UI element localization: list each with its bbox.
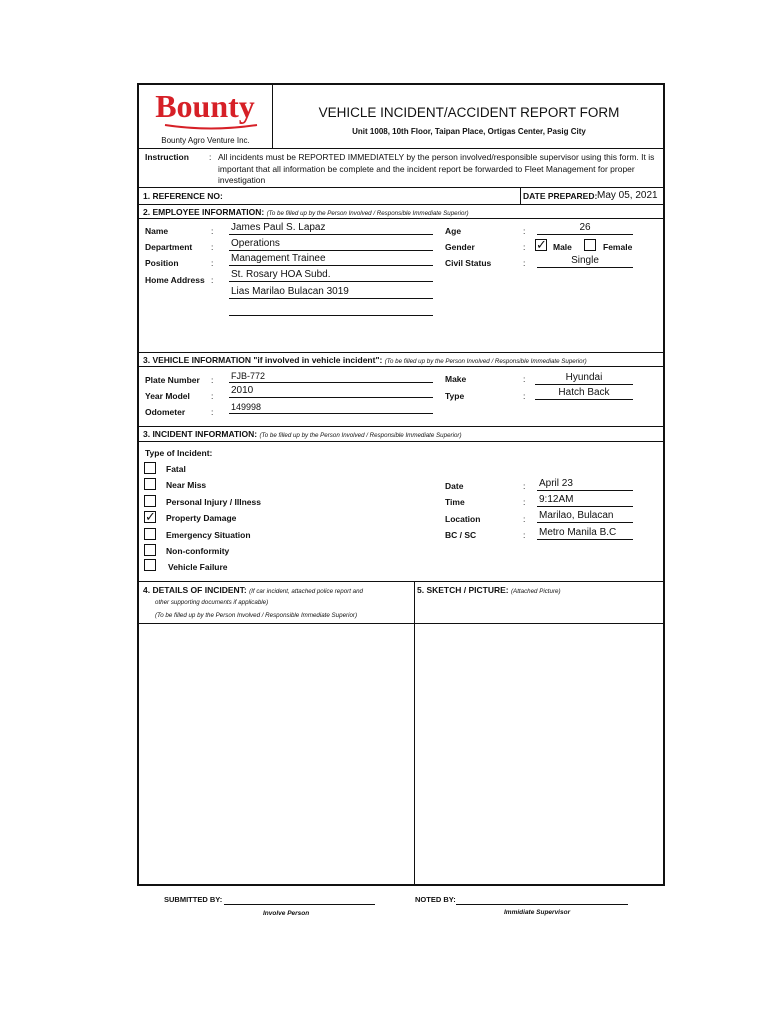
colon: :: [211, 258, 214, 268]
colon: :: [211, 226, 214, 236]
age-label: Age: [445, 226, 462, 236]
colon: :: [523, 497, 526, 507]
details-note-line3: (To be filled up by the Person Involved / Responsible Immediate Superior): [155, 612, 358, 619]
colon: :: [523, 530, 526, 540]
rule: [139, 623, 663, 624]
noted-by-label: NOTED BY:: [415, 895, 456, 904]
submitted-by-caption: Involve Person: [263, 910, 310, 917]
instruction-label: Instruction: [145, 152, 189, 162]
employee-section-title: 2. EMPLOYEE INFORMATION: (To be filled up by the Person Involved / Responsible Immediate Superior): [143, 207, 469, 217]
rule: [139, 441, 663, 442]
instruction-colon: :: [209, 152, 212, 162]
report-form: [137, 83, 665, 886]
gender-female-checkbox[interactable]: [584, 239, 596, 251]
colon: :: [523, 514, 526, 524]
sketch-section-title: 5. SKETCH / PICTURE: (Attached Picture): [417, 585, 561, 595]
rule: [414, 581, 415, 886]
incident-type-label: Fatal: [166, 464, 186, 474]
sketch-area[interactable]: [417, 625, 663, 883]
colon: :: [523, 242, 526, 252]
incident-type-checkbox-emergency[interactable]: [144, 528, 156, 540]
date-prepared-value[interactable]: May 05, 2021: [597, 190, 658, 201]
rule: [139, 581, 663, 582]
plate-number-label: Plate Number: [145, 375, 200, 385]
year-model-field[interactable]: 2010: [229, 385, 433, 398]
noted-by-caption: Immidiate Supervisor: [504, 909, 571, 916]
home-address-label: Home Address: [145, 275, 205, 285]
rule: [139, 204, 663, 205]
rule: [520, 187, 521, 204]
rule: [139, 426, 663, 427]
colon: :: [523, 391, 526, 401]
department-field[interactable]: Operations: [229, 238, 433, 251]
colon: :: [211, 375, 214, 385]
incident-type-checkbox-personal-injury[interactable]: [144, 495, 156, 507]
type-label: Type: [445, 391, 465, 401]
rule: [139, 366, 663, 367]
position-label: Position: [145, 258, 179, 268]
instruction-text: All incidents must be REPORTED IMMEDIATELY by the person involved/responsible supervisor using this form. It is important that all information be complete and the incident report be forwarded to Fleet Management for proper investigation: [218, 152, 655, 185]
incident-type-checkbox-property-damage[interactable]: [144, 511, 156, 523]
details-note-line2: other supporting documents if applicable): [155, 599, 269, 606]
company-logo: Bounty: [155, 88, 255, 124]
colon: :: [211, 242, 214, 252]
colon: :: [523, 374, 526, 384]
submitted-by-label: SUBMITTED BY:: [164, 895, 223, 904]
incident-type-label: Property Damage: [166, 513, 237, 523]
type-field[interactable]: Hatch Back: [535, 387, 633, 400]
incident-date-field[interactable]: April 23: [537, 478, 633, 491]
incident-location-field[interactable]: Marilao, Bulacan: [537, 510, 633, 523]
rule: [139, 352, 663, 353]
colon: :: [523, 226, 526, 236]
age-field[interactable]: 26: [537, 222, 633, 235]
company-address: Unit 1008, 10th Floor, Taipan Place, Ortigas Center, Pasig City: [352, 127, 586, 136]
incident-type-checkbox-near-miss[interactable]: [144, 478, 156, 490]
gender-male-label: Male: [553, 242, 572, 252]
bc-sc-label: BC / SC: [445, 530, 477, 540]
odometer-label: Odometer: [145, 407, 186, 417]
colon: :: [523, 258, 526, 268]
date-prepared-label: DATE PREPARED:: [523, 191, 598, 201]
incident-type-label: Personal Injury / Illness: [166, 497, 261, 507]
incident-date-label: Date: [445, 481, 464, 491]
civil-status-field[interactable]: Single: [537, 255, 633, 268]
rule: [139, 187, 663, 188]
details-text-area[interactable]: [140, 625, 412, 883]
colon: :: [523, 481, 526, 491]
incident-type-checkbox-non-conformity[interactable]: [144, 544, 156, 556]
type-of-incident-heading: Type of Incident:: [145, 448, 213, 458]
colon: :: [211, 391, 214, 401]
name-label: Name: [145, 226, 169, 236]
reference-label: 1. REFERENCE NO:: [143, 191, 223, 201]
details-section-title: 4. DETAILS OF INCIDENT: (If car incident, attached police report and: [143, 585, 363, 595]
address-line1-field[interactable]: St. Rosary HOA Subd.: [229, 269, 433, 282]
rule: [139, 218, 663, 219]
noted-by-line[interactable]: [456, 904, 628, 905]
incident-section-title: 3. INCIDENT INFORMATION: (To be filled up by the Person Involved / Responsible Immediate Superior): [143, 429, 462, 439]
incident-time-label: Time: [445, 497, 465, 507]
check-icon: ✓: [145, 509, 156, 524]
position-field[interactable]: Management Trainee: [229, 253, 433, 266]
incident-type-label: Vehicle Failure: [168, 562, 228, 572]
submitted-by-line[interactable]: [224, 904, 375, 905]
incident-type-label: Emergency Situation: [166, 530, 251, 540]
colon: :: [211, 407, 214, 417]
incident-type-label: Near Miss: [166, 480, 207, 490]
vehicle-section-title: 3. VEHICLE INFORMATION "if involved in vehicle incident": (To be filled up by the Person Involved / Responsible Immediate Superior): [143, 355, 587, 365]
odometer-field[interactable]: 149998: [229, 401, 433, 414]
logo-swoosh: [163, 123, 259, 131]
address-line3-field[interactable]: [229, 303, 433, 316]
gender-male-checkbox[interactable]: [535, 239, 547, 251]
incident-type-checkbox-fatal[interactable]: [144, 462, 156, 474]
name-field[interactable]: James Paul S. Lapaz: [229, 222, 433, 235]
incident-type-label: Non-conformity: [166, 546, 230, 556]
form-title: VEHICLE INCIDENT/ACCIDENT REPORT FORM: [318, 105, 620, 120]
make-label: Make: [445, 374, 467, 384]
address-line2-field[interactable]: Lias Marilao Bulacan 3019: [229, 286, 433, 299]
incident-type-checkbox-vehicle-failure[interactable]: [144, 559, 156, 571]
gender-female-label: Female: [603, 242, 633, 252]
company-name: Bounty Agro Venture Inc.: [161, 136, 250, 145]
bc-sc-field[interactable]: Metro Manila B.C: [537, 527, 633, 540]
plate-number-field[interactable]: FJB-772: [229, 370, 433, 383]
gender-label: Gender: [445, 242, 475, 252]
incident-time-field[interactable]: 9:12AM: [537, 494, 633, 507]
rule: [139, 148, 663, 149]
department-label: Department: [145, 242, 193, 252]
civil-status-label: Civil Status: [445, 258, 492, 268]
incident-location-label: Location: [445, 514, 481, 524]
colon: :: [211, 275, 214, 285]
check-icon: ✓: [536, 237, 547, 252]
make-field[interactable]: Hyundai: [535, 372, 633, 385]
year-model-label: Year Model: [145, 391, 190, 401]
